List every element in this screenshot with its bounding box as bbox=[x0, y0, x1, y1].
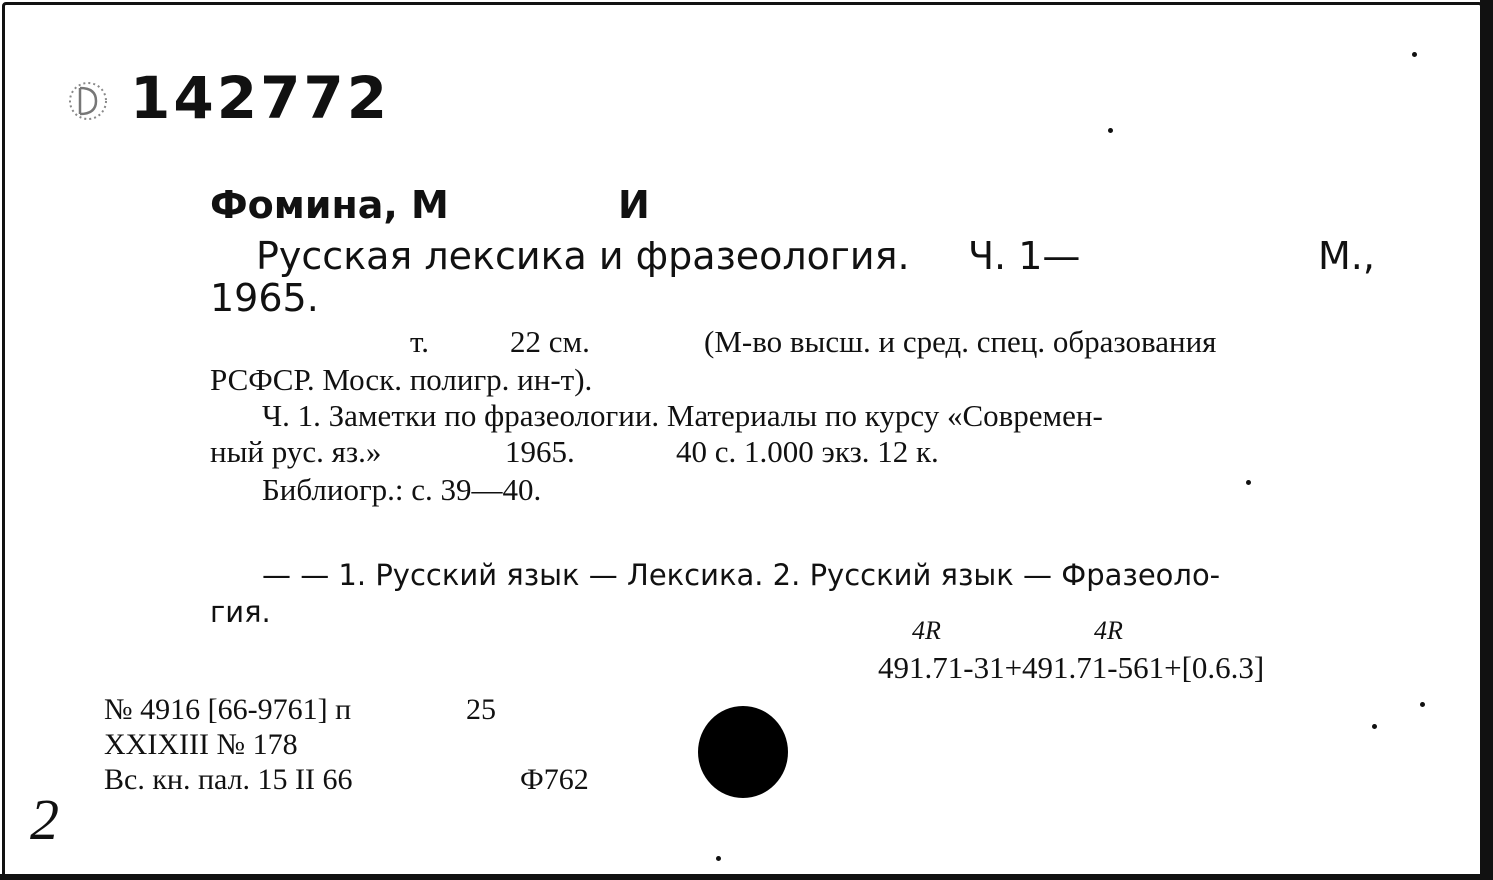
book-title: Русская лексика и фразеология. bbox=[256, 234, 910, 278]
handwritten-mark: 2 bbox=[30, 787, 59, 852]
speck bbox=[1420, 702, 1425, 707]
author-surname: Фомина, М bbox=[210, 183, 449, 227]
speck bbox=[1372, 724, 1377, 729]
subjects-line-2: гия. bbox=[210, 595, 271, 629]
registry-line-2: XXIXIII № 178 bbox=[104, 728, 298, 761]
book-size: 22 см. bbox=[510, 324, 590, 359]
scan-edge-bottom bbox=[0, 874, 1493, 880]
bibliography: Библиогр.: с. 39—40. bbox=[262, 472, 542, 507]
library-stamp-icon bbox=[66, 78, 110, 124]
volumes: т. bbox=[410, 324, 429, 359]
speck bbox=[1246, 480, 1251, 485]
registry-code: Ф762 bbox=[520, 763, 589, 796]
author-initial: И bbox=[618, 183, 650, 227]
registry-line-3: Вс. кн. пал. 15 II 66 bbox=[104, 763, 353, 796]
publication-year: 1965. bbox=[210, 276, 319, 320]
registry-number: № 4916 [66-9761] п bbox=[104, 693, 352, 726]
speck bbox=[1108, 128, 1113, 133]
handwritten-code-2: 4R bbox=[1094, 616, 1123, 645]
part1-line-2: ный рус. яз.» bbox=[210, 434, 382, 469]
registry-copies: 25 bbox=[466, 693, 496, 726]
publication-place: М., bbox=[1318, 234, 1375, 278]
scan-edge-right bbox=[1480, 0, 1493, 880]
title-part: Ч. 1— bbox=[968, 234, 1081, 278]
series-line-2: РСФСР. Моск. полигр. ин-т). bbox=[210, 362, 593, 397]
card-number: 142772 bbox=[130, 64, 391, 132]
part1-year: 1965. bbox=[505, 434, 575, 469]
speck bbox=[716, 856, 721, 861]
classification-index: 491.71-31+491.71-561+[0.6.3] bbox=[878, 650, 1265, 685]
punch-hole bbox=[698, 706, 788, 798]
part1-line-1: Ч. 1. Заметки по фразеологии. Материалы по курсу «Современ- bbox=[262, 398, 1103, 433]
speck bbox=[1412, 52, 1417, 57]
handwritten-code-1: 4R bbox=[912, 616, 941, 645]
subjects-line-1: — — 1. Русский язык — Лексика. 2. Русский язык — Фразеоло- bbox=[262, 558, 1221, 592]
part1-pages: 40 с. 1.000 экз. 12 к. bbox=[676, 434, 939, 469]
series-line-1: (М-во высш. и сред. спец. образования bbox=[704, 324, 1217, 359]
